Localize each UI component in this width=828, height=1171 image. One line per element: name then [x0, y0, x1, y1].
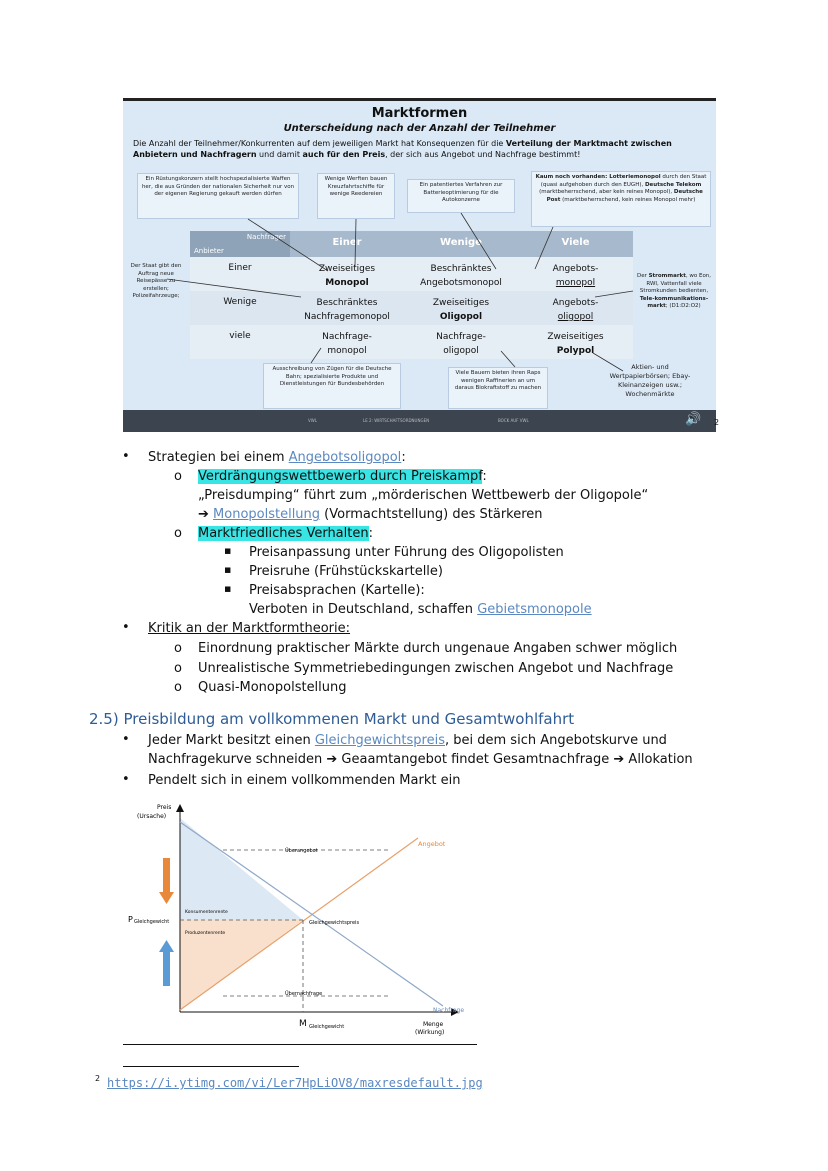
gleichgewicht-line-1: Jeder Markt besitzt einen Gleichgewichtspreis, bei dem sich Angebotskurve und — [148, 733, 667, 748]
slide-footnote-marker: 2 — [714, 418, 720, 427]
preisabsprachen-line: Preisabsprachen (Kartelle): — [249, 583, 425, 598]
link-angebotsoligopol[interactable]: Angebotsoligopol — [288, 450, 402, 465]
slide-intro: Die Anzahl der Teilnehmer/Konkurrenten auf dem jeweiligen Markt hat Konsequenzen für die Verteilung der Marktmacht zwischen Anbietern und Nachfragern und damit auch für den Preis, der sich aus Angebot und Nachfrage bestimmt! — [133, 139, 672, 159]
corner-anbieter: Anbieter — [194, 247, 224, 255]
arrow-aktien — [593, 353, 623, 371]
row-header-einer: Einer — [228, 263, 252, 273]
slide-footer — [123, 410, 716, 432]
marktformen-slide — [123, 98, 716, 432]
p-label: P — [128, 915, 133, 924]
row-header-wenige: Wenige — [223, 297, 257, 307]
m-label: M — [299, 1019, 307, 1029]
right-note: Der Strommarkt, wo Eon, RWI, Vattenfall viele Stromkunden bedienten, Tele-kommunikations-markt; (D1:D2:O2) — [636, 273, 712, 309]
gleichgewichtspreis-label: Gleichgewichtspreis — [309, 920, 360, 926]
link-monopolstellung[interactable]: Monopolstellung — [213, 507, 321, 522]
left-note: Der Staat gibt den Auftrag neue Reisepässe zu erstellen; Polizeifahrzeuge; — [130, 263, 182, 299]
gleichgewicht-line-2: Nachfragekurve schneiden ➔ Geaamtangebot findet Gesamtnachfrage ➔ Allokation — [148, 752, 693, 767]
circle-bullet: o — [174, 469, 182, 484]
arrow-werften — [355, 219, 356, 266]
footer-right: BOCK AUF VWL — [498, 418, 529, 423]
cell-beschraenktes-nachfragemonopol: Beschränktes Nachfragemonopol — [304, 298, 390, 322]
preisanpassung-line: Preisanpassung unter Führung des Oligopolisten — [249, 545, 564, 560]
kritik-1: Einordnung praktischer Märkte durch ungenaue Angaben schwer möglich — [198, 641, 678, 656]
arrow-staat — [167, 279, 301, 297]
cell-beschraenktes-angebotsmonopol: Beschränktes Angebotsmonopol — [420, 264, 502, 288]
slide-title: Marktformen — [371, 106, 468, 121]
produzentenrente-label: Produzentenrente — [185, 931, 226, 936]
callout-lotterie: Kaum noch vorhanden: Lotteriemonopol durch den Staat (quasi aufgehoben durch den EUGH), Deutsche Telekom (marktbeherrschend, aber kein reines Monopol), Deutsche Post (marktbeherrschend, kein reines Monopol mehr) — [531, 171, 711, 227]
preisruhe-line: Preisruhe (Frühstückskartelle) — [249, 564, 443, 579]
callout-patent: Ein patentiertes Verfahren zur Batterieoptimierung für die Autokonzerne — [407, 179, 515, 213]
cell-zweiseitiges-oligopol: Zweiseitiges Oligopol — [432, 298, 490, 322]
x-label-1: Menge — [423, 1021, 444, 1028]
preisdumping-line: „Preisdumping“ führt zum „mörderischen Wettbewerb der Oligopole“ — [198, 488, 649, 503]
cell-angebotsoligopol: Angebots- oligopol — [552, 298, 599, 322]
arrow-up-shaft — [163, 950, 170, 986]
note-aktien: Aktien- und Wertpapierbörsen; Ebay-Kleinanzeigen usw.; Wochenmärkte — [609, 363, 691, 398]
square-bullet: ▪ — [224, 544, 232, 557]
slide-subtitle: Unterscheidung nach der Anzahl der Teilnehmer — [283, 123, 556, 134]
arrow-down-shaft — [163, 858, 170, 894]
m-sub: Gleichgewicht — [309, 1024, 345, 1030]
callout-ausschreibung: Ausschreibung von Zügen für die Deutsche Bahn; spezialisierte Produkte und Dienstleistungen für Bundesbehörden — [263, 363, 401, 409]
consumer-surplus-area — [180, 818, 303, 920]
cell-zweiseitiges-polypol: Zweiseitiges Polypol — [547, 332, 604, 356]
callout-bauern: Viele Bauern bieten ihren Raps wenigen Raffinerien an um daraus Biokraftstoff zu machen — [448, 367, 548, 409]
arrow-ausschreibung — [311, 348, 321, 363]
link-gleichgewichtspreis[interactable]: Gleichgewichtspreis — [314, 733, 445, 748]
kritik-line: Kritik an der Marktformtheorie: — [148, 621, 351, 636]
cell-nachfragemonopol: Nachfrage- monopol — [322, 332, 372, 356]
marktfriedlich-line: Marktfriedliches Verhalten: — [198, 526, 373, 541]
arrow-strom — [595, 291, 633, 297]
callout-werften: Wenige Werften bauen Kreuzfahrtschiffe für wenige Reedereien — [317, 173, 395, 219]
col-header-einer: Einer — [332, 237, 362, 248]
row-header-viele: viele — [229, 331, 251, 341]
kritik-2: Unrealistische Symmetriebedingungen zwischen Angebot und Nachfrage — [198, 661, 674, 676]
corner-nachfrager: Nachfrager — [246, 233, 286, 241]
uebernachfrage-label: Übernachfrage — [285, 991, 323, 997]
footnote-separator — [123, 1066, 299, 1067]
footnote-link — [107, 1076, 483, 1090]
cell-nachfrageoligopol: Nachfrage- oligopol — [436, 332, 486, 356]
x-label-2: (Wirkung) — [415, 1029, 445, 1036]
footnote-url[interactable]: https://i.ytimg.com/vi/Ler7HpLiOV8/maxresdefault.jpg — [107, 1076, 483, 1090]
link-gebietsmonopole[interactable]: Gebietsmonopole — [477, 602, 592, 617]
bullet: • — [122, 449, 130, 464]
section-heading: 2.5) Preisbildung am vollkommenen Markt und Gesamtwohlfahrt — [89, 710, 575, 728]
speaker-icon: 🔊 — [685, 412, 702, 427]
monopolstellung-line: ➔ Monopolstellung (Vormachtstellung) des Stärkeren — [198, 507, 543, 522]
y-label-2: (Ursache) — [137, 813, 167, 820]
footer-mid: LE 2: WIRTSCHAFTSORDNUNGEN — [363, 418, 430, 423]
arrow-up-icon — [159, 940, 174, 952]
footer-left: VWL — [308, 418, 317, 423]
y-axis-arrow — [176, 804, 184, 812]
col-header-wenige: Wenige — [440, 237, 482, 248]
bullet: • — [122, 772, 130, 787]
circle-bullet: o — [174, 680, 182, 695]
angebot-label: Angebot — [418, 840, 446, 848]
cell-angebotsmonopol: Angebots- monopol — [552, 264, 599, 288]
callout-ruestung: Ein Rüstungskonzern stellt hochspezialisierte Waffen her, die aus Gründen der nationalen Sicherheit nur von der eigenen Regierung gekauft werden dürfen — [137, 173, 299, 219]
pendelt-line: Pendelt sich in einem vollkommenden Markt ein — [148, 773, 461, 788]
col-header-viele: Viele — [561, 237, 590, 248]
konsumentenrente-label: Konsumentenrente — [185, 910, 228, 915]
strategien-line: Strategien bei einem Angebotsoligopol: — [148, 450, 406, 465]
p-sub: Gleichgewicht — [134, 919, 170, 925]
slide-arrows — [123, 101, 716, 410]
arrow-lotterie — [535, 227, 553, 269]
square-bullet: ▪ — [224, 563, 232, 576]
circle-bullet: o — [174, 661, 182, 676]
bullet: • — [122, 732, 130, 747]
y-label-1: Preis — [157, 804, 172, 811]
footnote-marker: 2 — [95, 1074, 101, 1083]
nachfrage-label: Nachfrage — [433, 1007, 465, 1014]
circle-bullet: o — [174, 526, 182, 541]
market-equilibrium-diagram — [123, 800, 483, 1045]
arrow-ruestung — [248, 219, 328, 271]
arrow-down-icon — [159, 892, 174, 904]
diagram-baseline — [123, 1044, 477, 1045]
cell-zweiseitiges-monopol: Zweiseitiges Monopol — [318, 264, 376, 288]
verboten-line: Verboten in Deutschland, schaffen Gebietsmonopole — [249, 602, 592, 617]
kritik-3: Quasi-Monopolstellung — [198, 680, 347, 695]
ueberangebot-label: Überangebot — [285, 848, 318, 854]
arrow-bauern — [501, 351, 515, 367]
bullet: • — [122, 620, 130, 635]
square-bullet: ▪ — [224, 582, 232, 595]
verdraengung-line: Verdrängungswettbewerb durch Preiskampf: — [198, 469, 487, 484]
circle-bullet: o — [174, 641, 182, 656]
arrow-patent — [461, 213, 496, 269]
